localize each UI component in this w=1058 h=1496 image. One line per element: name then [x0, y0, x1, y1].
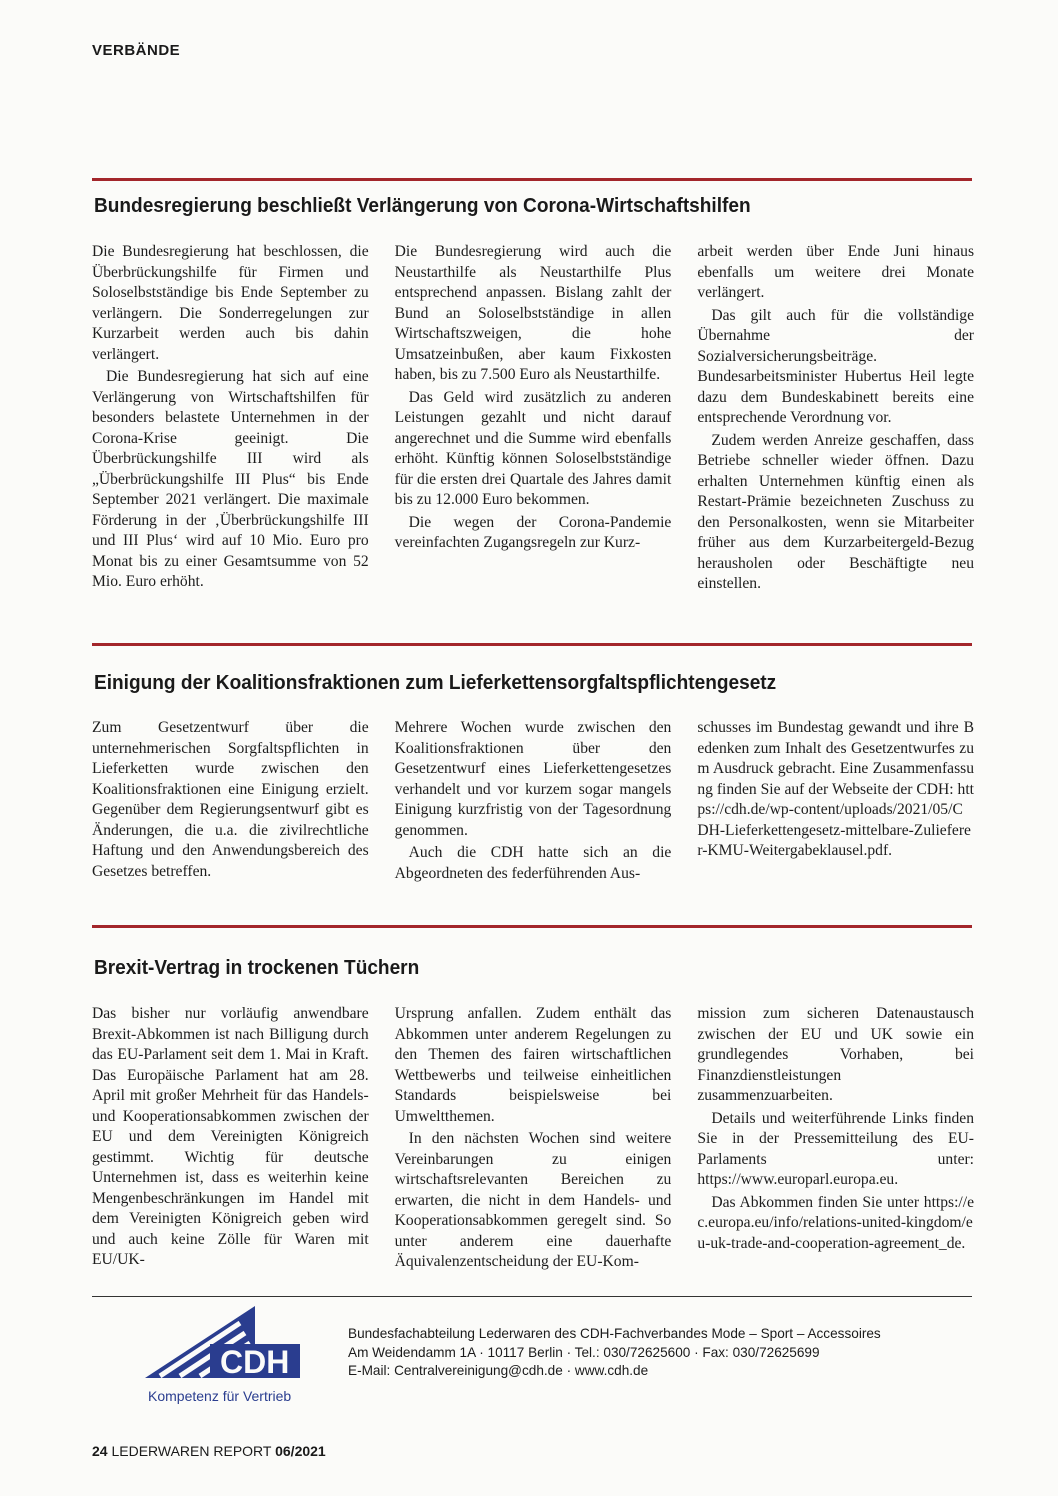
page-number: 24 [92, 1443, 108, 1459]
article-2-col-3 [697, 718, 974, 884]
article-2-headline: Einigung der Koalitionsfraktionen zum Lieferkettensorgfaltspflichtengesetz [94, 671, 777, 694]
issue-number: 06/2021 [275, 1443, 326, 1459]
contact-line-email: E-Mail: Centralvereinigung@cdh.de · www.cdh.de [348, 1363, 649, 1378]
paragraph: Das gilt auch für die vollständige Übernahme der Sozialversicherungsbeiträge. Bundesarbeitsminister Hubertus Heil legte dazu dem Bundeskabinett bereits eine entsprechende Verordnung vor. [697, 306, 975, 426]
contact-line-address: Am Weidendamm 1A · 10117 Berlin · Tel.: 030/72625600 · Fax: 030/72625699 [348, 1344, 820, 1360]
article-3-col-1 [92, 1004, 369, 1273]
logo-tagline: Kompetenz für Vertrieb [148, 1388, 292, 1404]
contact-line-org: Bundesfachabteilung Lederwaren des CDH-Fachverbandes Mode – Sport – Accessoires [348, 1326, 881, 1341]
cdh-logo [140, 1306, 330, 1416]
magazine-name: LEDERWAREN REPORT [111, 1443, 272, 1459]
paragraph: arbeit werden über Ende Juni hinaus ebenfalls um weitere drei Monate verlängert. [697, 243, 975, 301]
article-1-col-2 [395, 242, 672, 595]
article-2-col-1 [92, 718, 369, 884]
article-2-rule [92, 643, 972, 646]
article-1-col-3 [697, 242, 974, 595]
article-1-rule [92, 178, 972, 181]
paragraph: Auch die CDH hatte sich an die Abgeordneten des federführenden Aus- [394, 844, 672, 882]
paragraph: Das Abkommen finden Sie unter https://ec.europa.eu/info/relations-united-kingdom/eu-uk-trade-and-cooperation-agreement_de. [697, 1193, 975, 1252]
paragraph: Die Bundesregierung hat beschlossen, die Überbrückungshilfe für Firmen und Soloselbstständige bis Ende September zu verlängern. Die Sonderregelungen zur Kurzarbeit werden auch bis dahin verlängert. [92, 243, 369, 363]
article-3-col-3 [697, 1004, 974, 1273]
paragraph: Zudem werden Anreize geschaffen, dass Betriebe schneller wieder öffnen. Dazu erhalten Unternehmen künftig einen als Restart-Prämie bezeichneten Zuschuss zu den Personalkosten, wenn sie Mitarbeiter früher aus dem Kurzarbeitergeld-Bezug herausholen oder Beschäftigte neu einstellen. [697, 431, 975, 592]
section-label: VERBÄNDE [92, 42, 181, 59]
article-3-headline: Brexit-Vertrag in trockenen Tüchern [94, 956, 420, 979]
article-2-col-2 [395, 718, 672, 884]
article-2-body [92, 718, 974, 884]
article-3-body [92, 1004, 974, 1273]
footer-rule [92, 1296, 972, 1297]
paragraph: Die Bundesregierung wird auch die Neustarthilfe als Neustarthilfe Plus entsprechend anpassen. Bislang zahlt der Bund an Soloselbstständige in allen Wirtschaftszweigen, die hohe Umsatzeinbußen, aber kaum Fixkosten haben, bis zu 7.500 Euro als Neustarthilfe. [394, 243, 672, 383]
paragraph: mission zum sicheren Datenaustausch zwischen der EU und UK sowie ein grundlegendes Vorhaben, bei Finanzdienstleistungen zusammenzuarbeiten. [697, 1005, 975, 1104]
paragraph: Die wegen der Corona-Pandemie vereinfachten Zugangsregeln zur Kurz- [394, 513, 672, 551]
article-1-headline: Bundesregierung beschließt Verlängerung von Corona-Wirtschaftshilfen [94, 194, 751, 217]
article-3-rule [92, 925, 972, 928]
paragraph: Die Bundesregierung hat sich auf eine Verlängerung von Wirtschaftshilfen für besonders belastete Unternehmen in der Corona-Krise geeinigt. Die Überbrückungshilfe III wird als „Überbrückungshilfe III Plus“ bis Ende September 2021 verlängert. Die maximale Förderung in der ‚Überbrückungshilfe III und III Plus‘ wird auf 10 Mio. Euro pro Monat bis zu einer Gesamtsumme von 52 Mio. Euro erhöht. [92, 368, 369, 590]
paragraph: Das Geld wird zusätzlich zu anderen Leistungen gezahlt und nicht darauf angerechnet und die Summe wird ebenfalls erhöht. Künftig können Soloselbstständige für die ersten drei Quartale des Jahres damit bis zu 12.000 Euro bekommen. [394, 388, 672, 508]
article-1-body [92, 242, 974, 595]
contact-block [348, 1325, 881, 1381]
paragraph: In den nächsten Wochen sind weitere Vereinbarungen zu einigen wirtschaftsrelevanten Bereichen zu erwarten, die nicht in dem Handels- und Kooperationsabkommen geregelt sind. So unter anderem eine dauerhafte Äquivalenzentscheidung der EU-Kom- [394, 1130, 672, 1270]
paragraph: Mehrere Wochen wurde zwischen den Koalitionsfraktionen über den Gesetzentwurf eines Lieferkettengesetzes verhandelt und vor kurzem sogar mangels Einigung kurzfristig von der Tagesordnung genommen. [394, 719, 672, 839]
paragraph: Das bisher nur vorläufig anwendbare Brexit-Abkommen ist nach Billigung durch das EU-Parlament seit dem 1. Mai in Kraft. Das Europäische Parlament hat am 28. April mit großer Mehrheit für das Handels- und Kooperationsabkommen zwischen der EU und dem Vereinigten Königreich gestimmt. Wichtig für deutsche Unternehmen ist, dass es weiterhin keine Mengenbeschränkungen im Handel mit dem Vereinigten Königreich geben wird und auch keine Zölle für Waren mit EU/UK- [92, 1005, 369, 1268]
cdh-logo-mark [140, 1306, 330, 1386]
paragraph: Zum Gesetzentwurf über die unternehmerischen Sorgfaltspflichten in Lieferketten wurde zwischen den Koalitionsfraktionen eine Einigung erzielt. Gegenüber dem Regierungsentwurf gibt es Änderungen, die u.a. die zivilrechtliche Haftung und den Anwendungsbereich des Gesetzes betreffen. [92, 719, 369, 880]
cdh-logo-text: CDH [220, 1344, 290, 1380]
page-footer [92, 1443, 326, 1459]
paragraph: Details und weiterführende Links finden Sie in der Pressemitteilung des EU-Parlaments unter: https://www.europarl.europa.eu. [697, 1109, 975, 1188]
article-1-col-1 [92, 242, 369, 595]
paragraph: schusses im Bundestag gewandt und ihre Bedenken zum Inhalt des Gesetzentwurfes zum Ausdruck gebracht. Eine Zusammenfassung finden Sie auf der Webseite der CDH: https://cdh.de/wp-content/uploads/2021/05/CDH-Lieferkettengesetz-mittelbare-Zulieferer-KMU-Weitergabeklausel.pdf. [697, 719, 975, 859]
article-3-col-2 [395, 1004, 672, 1273]
paragraph: Ursprung anfallen. Zudem enthält das Abkommen unter anderem Regelungen zu den Themen des fairen wirtschaftlichen Wettbewerbs und teilweise einheitlichen Standards beispielsweise bei Umweltthemen. [394, 1005, 672, 1125]
